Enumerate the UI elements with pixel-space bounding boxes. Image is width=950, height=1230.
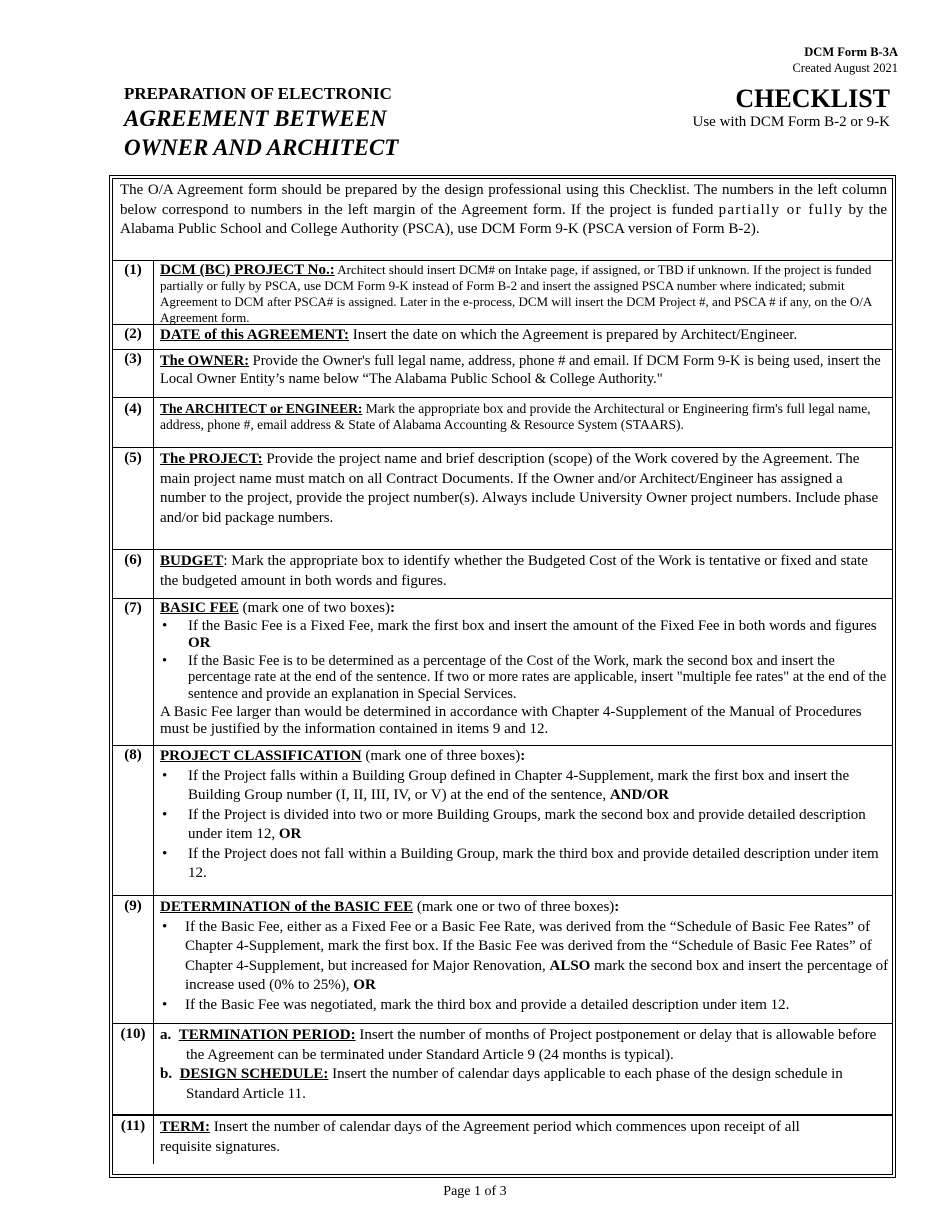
sub-text: Insert the number of months of Project postponement or delay that is allowable before the Agreement can be terminated under Standard Article 9 (24 months is typical).	[186, 1027, 877, 1063]
sub-text: Insert the number of calendar days applicable to each phase of the design schedule in Standard Article 11.	[186, 1066, 843, 1102]
bullet-list	[160, 618, 890, 703]
sub-item-a	[160, 1026, 890, 1065]
bullet-text-b: mark the second box and insert the percentage of increase used (0% to 25%),	[185, 957, 889, 993]
use-with-note: Use with DCM Form B-2 or 9-K	[692, 114, 890, 130]
sub-heading: TERMINATION PERIOD:	[178, 1027, 356, 1043]
list-item: • If the Basic Fee is to be determined as a percentage of the Cost of the Work, mark the second box and insert the percentage rate at the end of the sentence. If two or more rates are applicable, insert "multiple fee rates" at the end of the sentence and provide an explanation in Special Services.	[160, 653, 890, 703]
row-heading: DATE of this AGREEMENT:	[160, 327, 350, 343]
row-number: (3)	[113, 350, 154, 397]
row-text: Architect should insert DCM# on Intake page, if assigned, or TBD if unknown. If the project is funded partially or fully by PSCA, use DCM Form 9-K instead of Form B-2 and insert the assigned PSCA number where indicated; submit Agreement to DCM after PSCA# is assigned. Later in the e-process, DCM will insert the DCM Project #, and PSCA # if any, on the O/A Agreement form.	[160, 262, 872, 325]
row-number: (2)	[113, 325, 154, 349]
row-text: : Mark the appropriate box to identify whether the Budgeted Cost of the Work is tentative or fixed and state the budgeted amount in both words and figures.	[160, 553, 868, 589]
list-item	[160, 618, 890, 653]
row-content	[154, 325, 892, 349]
bullet-text: If the Basic Fee, either as a Fixed Fee or a Basic Fee Rate, was derived from the “Schedule of Basic Fee Rates” of Chapter 4-Supplement, mark the first box. If the Basic Fee was derived from the “Schedule of Basic Fee Rates” of Chapter 4-Supplement, but increased for Major Renovation,	[185, 918, 872, 974]
checklist-row-5	[113, 448, 892, 550]
row-number: (1)	[113, 261, 154, 324]
checklist-row-4	[113, 398, 892, 448]
row-content	[154, 746, 892, 895]
row-number: (11)	[113, 1116, 154, 1164]
page-number: Page 1 of 3	[443, 1184, 507, 1199]
bullet-or: OR	[188, 635, 211, 651]
sub-heading: DESIGN SCHEDULE:	[179, 1066, 329, 1082]
row-text: Provide the Owner's full legal name, address, phone # and email. If DCM Form 9-K is being used, insert the Local Owner Entity’s name below “The Alabama Public School & College Authority."	[160, 353, 881, 387]
row-content	[154, 261, 892, 324]
row-closing: A Basic Fee larger than would be determined in accordance with Chapter 4-Supplement of the Manual of Procedures must be justified by the information contained in items 9 and 12.	[160, 704, 862, 737]
form-code: DCM Form B-3A	[804, 45, 898, 59]
row-heading: The OWNER:	[160, 353, 250, 369]
sub-label: a.	[160, 1027, 172, 1043]
list-item: • If the Basic Fee was negotiated, mark the third box and provide a detailed description under item 12.	[160, 996, 890, 1016]
row-heading: BASIC FEE	[160, 600, 239, 616]
list-item	[160, 767, 890, 806]
bullet-or: OR	[278, 826, 302, 842]
row-content	[154, 350, 892, 397]
checklist-frame	[109, 175, 896, 1178]
row-number: (4)	[113, 398, 154, 447]
row-number: (8)	[113, 746, 154, 895]
list-item	[160, 806, 890, 845]
row-content	[154, 550, 892, 598]
row-number: (9)	[113, 896, 154, 1023]
row-heading: DCM (BC) PROJECT No.:	[160, 262, 335, 278]
row-text: Insert the number of calendar days of the Agreement period which commences upon receipt of all requisite signatures.	[160, 1119, 800, 1155]
checklist-table	[112, 178, 893, 1175]
intro-text-spaced: partially or fully	[718, 201, 844, 218]
row-colon: :	[520, 748, 526, 764]
row-colon: :	[614, 899, 620, 915]
row-heading: PROJECT CLASSIFICATION	[160, 748, 362, 764]
row-number: (6)	[113, 550, 154, 598]
row-number: (5)	[113, 448, 154, 549]
row-number: (7)	[113, 599, 154, 745]
bullet-text: If the Project falls within a Building Group defined in Chapter 4-Supplement, mark the first box and insert the Building Group number (I, II, III, IV, or V) at the end of the sentence,	[188, 767, 850, 803]
row-content	[154, 398, 892, 447]
row-text: Mark the appropriate box and provide the Architectural or Engineering firm's full legal name, address, phone #, email address & State of Alabama Accounting & Resource System (STAARS).	[160, 401, 871, 432]
list-item: • If the Project does not fall within a Building Group, mark the third box and provide detailed description under item 12.	[160, 845, 890, 884]
row-text: Provide the project name and brief description (scope) of the Work covered by the Agreement. The main project name must match on all Contract Documents. If the Owner and/or Architect/Engineer has assigned a number to the project, provide the project number(s). Always include University Owner project numbers. Include phase and/or bid package numbers.	[160, 451, 879, 526]
checklist-row-7	[113, 599, 892, 746]
title-line-1: PREPARATION OF ELECTRONIC	[124, 84, 392, 103]
checklist-row-1	[113, 261, 892, 325]
title-line-2: AGREEMENT BETWEEN	[124, 106, 387, 131]
intro-text-b: by the Alabama Public School and College Authority (PSCA), use DCM Form 9-K (PSCA version of Form B-2).	[120, 201, 888, 237]
row-content	[154, 599, 892, 745]
row-paren: (mark one or two of three boxes)	[413, 899, 615, 915]
checklist-row-3	[113, 350, 892, 398]
row-paren: (mark one of three boxes)	[361, 748, 521, 764]
row-heading: TERM:	[160, 1119, 210, 1135]
bullet-andor: AND/OR	[609, 787, 670, 803]
row-colon: :	[390, 600, 395, 616]
bullet-also: ALSO	[549, 957, 591, 974]
row-content	[154, 1116, 892, 1164]
row-heading: The PROJECT:	[160, 451, 263, 467]
row-heading: The ARCHITECT or ENGINEER:	[160, 401, 363, 416]
form-id-block	[792, 44, 898, 76]
intro-text-a: The O/A Agreement form should be prepared by the design professional using this Checklist. The numbers in the left column below correspond to numbers in the left margin of the Agreement form. If the project is funded	[120, 182, 887, 218]
checklist-row-6	[113, 550, 892, 599]
row-text: Insert the date on which the Agreement is prepared by Architect/Engineer.	[349, 327, 798, 343]
row-paren: (mark one of two boxes)	[238, 600, 390, 616]
row-content	[154, 896, 892, 1023]
checklist-row-11	[113, 1116, 892, 1164]
bullet-text: If the Basic Fee is a Fixed Fee, mark the first box and insert the amount of the Fixed Fee in both words and figures	[188, 617, 877, 634]
document-title	[124, 84, 398, 162]
created-date: Created August 2021	[792, 61, 898, 75]
checklist-title	[693, 84, 891, 131]
bullet-list	[160, 918, 890, 1016]
bullet-list	[160, 767, 890, 884]
intro-paragraph	[113, 179, 892, 261]
checklist-row-9	[113, 896, 892, 1024]
title-line-3: OWNER AND ARCHITECT	[124, 135, 399, 160]
bullet-or: OR	[353, 977, 376, 993]
row-content	[154, 448, 892, 549]
bullet-text: If the Project is divided into two or more Building Groups, mark the second box and provide detailed description under item 12,	[188, 806, 866, 842]
row-content	[154, 1024, 892, 1114]
sub-item-b	[160, 1065, 890, 1104]
sub-label: b.	[160, 1066, 173, 1082]
row-number: (10)	[113, 1024, 154, 1114]
checklist-row-8	[113, 746, 892, 896]
list-item	[160, 918, 890, 996]
row-heading: DETERMINATION of the BASIC FEE	[160, 899, 414, 915]
checklist-heading: CHECKLIST	[735, 84, 890, 113]
checklist-row-2	[113, 325, 892, 350]
checklist-row-10	[113, 1024, 892, 1116]
row-heading: BUDGET	[160, 553, 224, 569]
